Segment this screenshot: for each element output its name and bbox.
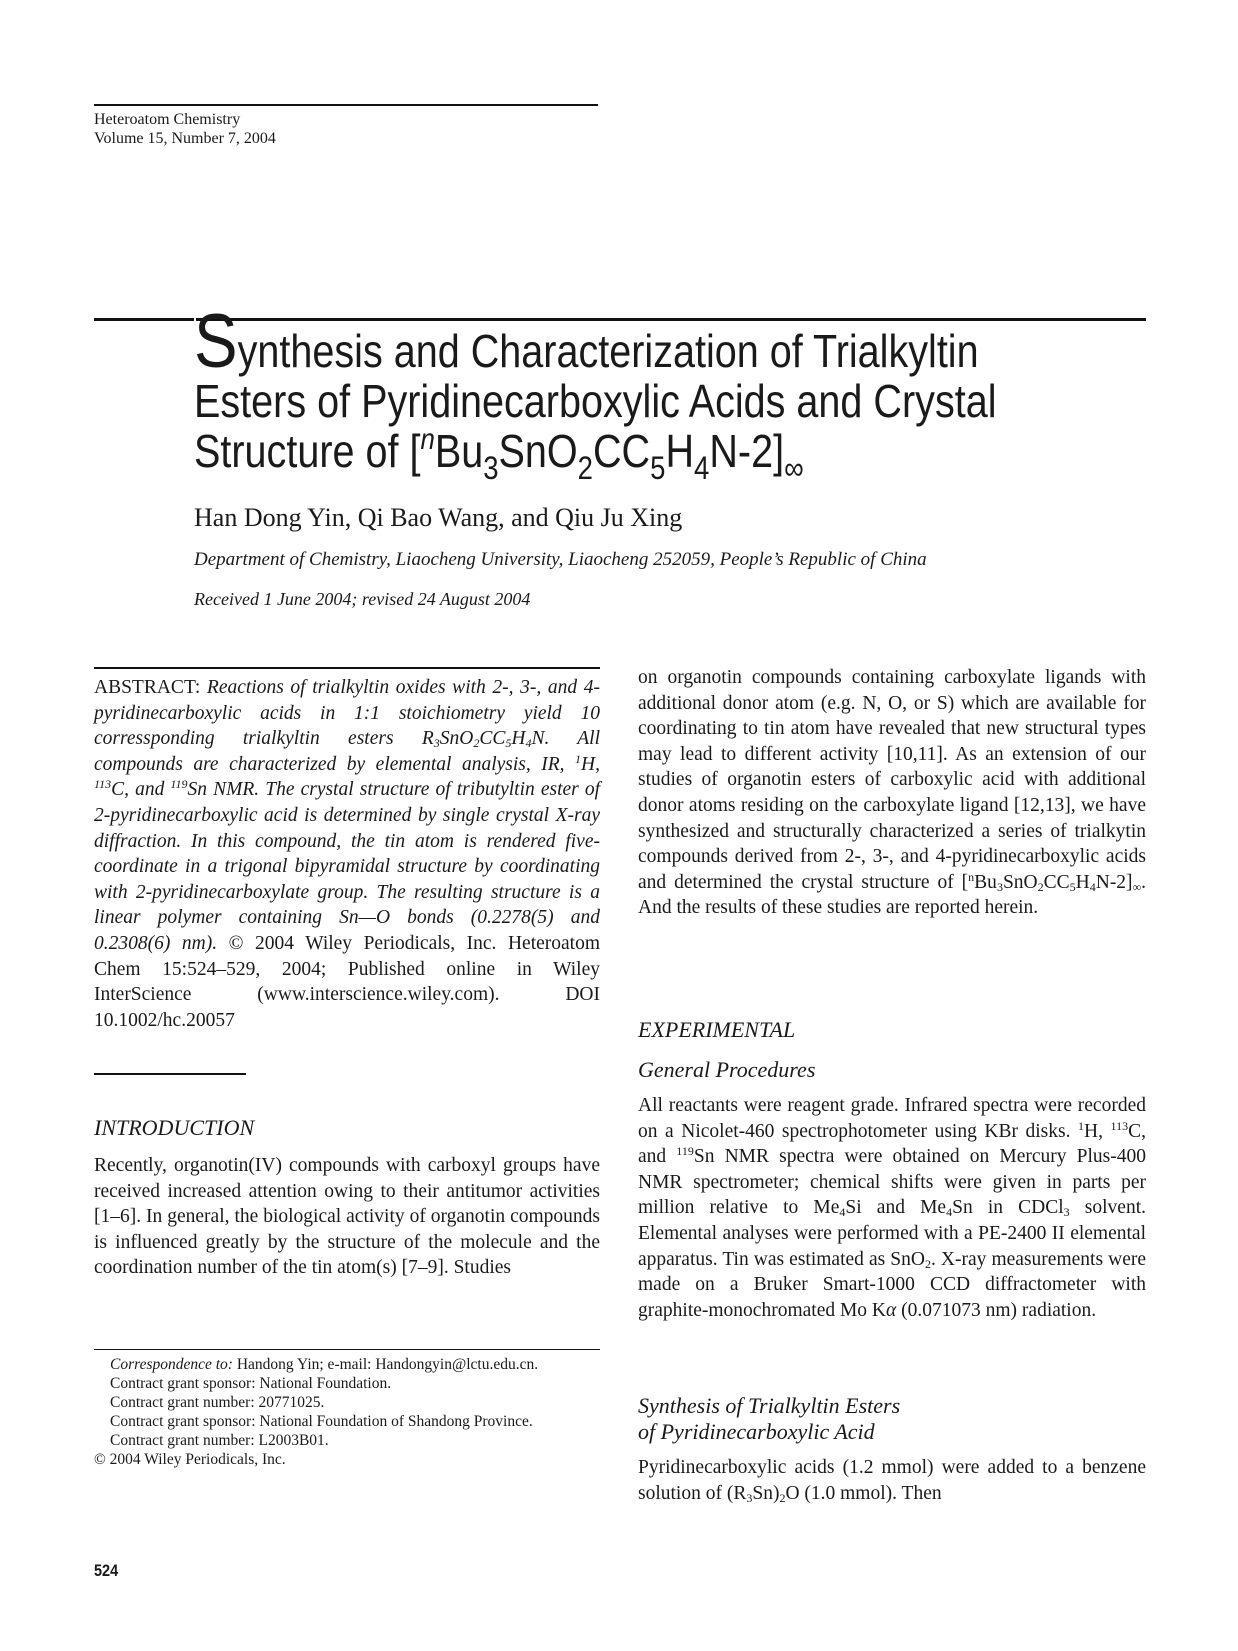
general-procedures-text: All reactants were reagent grade. Infrared spectra were recorded on a Nicolet-460 spectrophotometer using KBr disks. $^1$H, $^{113}$C, and $^{119}$Sn NMR spectra were obtained on Mercury Plus-400 NMR spectrometer; chemical shifts were given in parts per million relative to $Me_4Si$ and $Me_4Sn$ in CDCl$_3$ solvent. Elemental analyses were performed with a PE-2400 II elemental apparatus. Tin was estimated as SnO$_2$. X-ray measurements were made on a Bruker Smart-1000 CCD diffractometer with graphite-monochromated Mo Kα (0.071073 nm) radiation. — [638, 1095, 1147, 1321]
synthesis-text: Pyridinecarboxylic acids (1.2 mmol) were added to a benzene solution of $(R_3Sn)_2O$ (1.0 mmol). Then — [638, 1457, 1146, 1505]
general-procedures-heading: General Procedures — [638, 1057, 816, 1082]
abstract-text: Reactions of trialkyltin oxides with 2-, 3-, and 4-pyridinecarboxylic acids in 1:1 stoichiometry yield 10 corressponding trialkyltin esters $R_3SnO_2CC_5H_4N$. All compounds are characterized by elemental analysis, IR, $^1$H, $^{113}$C, and $^{119}$Sn NMR. The crystal structure of tributyltin ester of 2-pyridinecarboxylic acid is determined by single crystal X-ray diffraction. In this compound, the tin atom is rendered five-coordinate in a trigonal bipyramidal structure by coordinating with 2-pyridinecarboxylate group. The resulting structure is a linear polymer containing Sn—O bonds (0.2278(5) and 0.2308(6) nm). — [94, 677, 601, 954]
journal-name: Heteroatom Chemistry — [94, 111, 241, 128]
title-initial: S — [194, 299, 238, 384]
affiliation: Department of Chemistry, Liaocheng University, Liaocheng 252059, People’s Republic of China — [194, 549, 927, 570]
paper-title — [194, 299, 1020, 486]
footnote-sponsor-2: Contract grant sponsor: National Foundation of Shandong Province. — [110, 1413, 533, 1430]
footnote-sponsor-1: Contract grant sponsor: National Foundation. — [110, 1375, 392, 1392]
footnote-correspondence: Correspondence to: Handong Yin; e-mail: Handongyin@lctu.edu.cn. — [110, 1356, 539, 1373]
abstract-rule — [94, 667, 600, 669]
page-number: 524 — [94, 1561, 119, 1580]
abstract-copyright: © 2004 Wiley Periodicals, Inc. Heteroatom Chem 15:524–529, 2004; Published online in Wiley InterScience (www.interscience.wiley.com). DOI 10.1002/hc.20057 — [94, 932, 601, 1031]
received-dates: Received 1 June 2004; revised 24 August 2004 — [194, 589, 531, 609]
abstract-end-rule — [94, 1073, 246, 1075]
title-line-3: Structure of $[^nBu_3SnO_2CC_5H_4N-2]_\infty$ — [194, 423, 804, 486]
header-rule — [94, 104, 598, 106]
footnote-grant-2: Contract grant number: L2003B01. — [110, 1432, 329, 1449]
experimental-heading: EXPERIMENTAL — [638, 1017, 796, 1042]
footnote-rule — [94, 1349, 600, 1350]
abstract-label: ABSTRACT: — [94, 677, 207, 698]
synthesis-heading: Synthesis of Trialkyltin Esters of Pyridinecarboxylic Acid — [638, 1393, 901, 1444]
abstract — [94, 675, 600, 1033]
footnote-grant-1: Contract grant number: 20771025. — [110, 1394, 325, 1411]
title-line-2: Esters of Pyridinecarboxylic Acids and Crystal — [194, 375, 997, 427]
footnote-copyright: © 2004 Wiley Periodicals, Inc. — [94, 1451, 286, 1468]
introduction-heading: INTRODUCTION — [94, 1115, 255, 1140]
footnotes — [94, 1355, 600, 1469]
title-line-1: ynthesis and Characterization of Trialkyltin — [237, 325, 979, 377]
journal-header — [94, 110, 276, 148]
title-rule-right — [196, 318, 1146, 321]
introduction-text: Recently, organotin(IV) compounds with carboxyl groups have received increased attention owing to their antitumor activities [1–6]. In general, the biological activity of organotin compounds is influenced greatly by the structure of the molecule and the coordination number of the tin atom(s) [7–9]. Studies — [94, 1155, 600, 1279]
authors: Han Dong Yin, Qi Bao Wang, and Qiu Ju Xing — [194, 503, 683, 532]
title-rule-left — [94, 318, 194, 321]
intro-continued: on organotin compounds containing carboxylate ligands with additional donor atom (e.g. N, O, or S) which are available for coordinating to tin atom have revealed that new structural types may lead to different activity [10,11]. As an extension of our studies of organotin esters of carboxylic acid with additional donor atoms residing on the carboxylate ligand [12,13], we have synthesized and structurally characterized a series of trialkytin compounds derived from 2-, 3-, and 4-pyridinecarboxylic acids and determined the crystal structure of $[^nBu_3SnO_2CC_5H_4N-2]_\infty$. And the results of these studies are reported herein. — [638, 667, 1146, 919]
journal-issue: Volume 15, Number 7, 2004 — [94, 130, 276, 147]
